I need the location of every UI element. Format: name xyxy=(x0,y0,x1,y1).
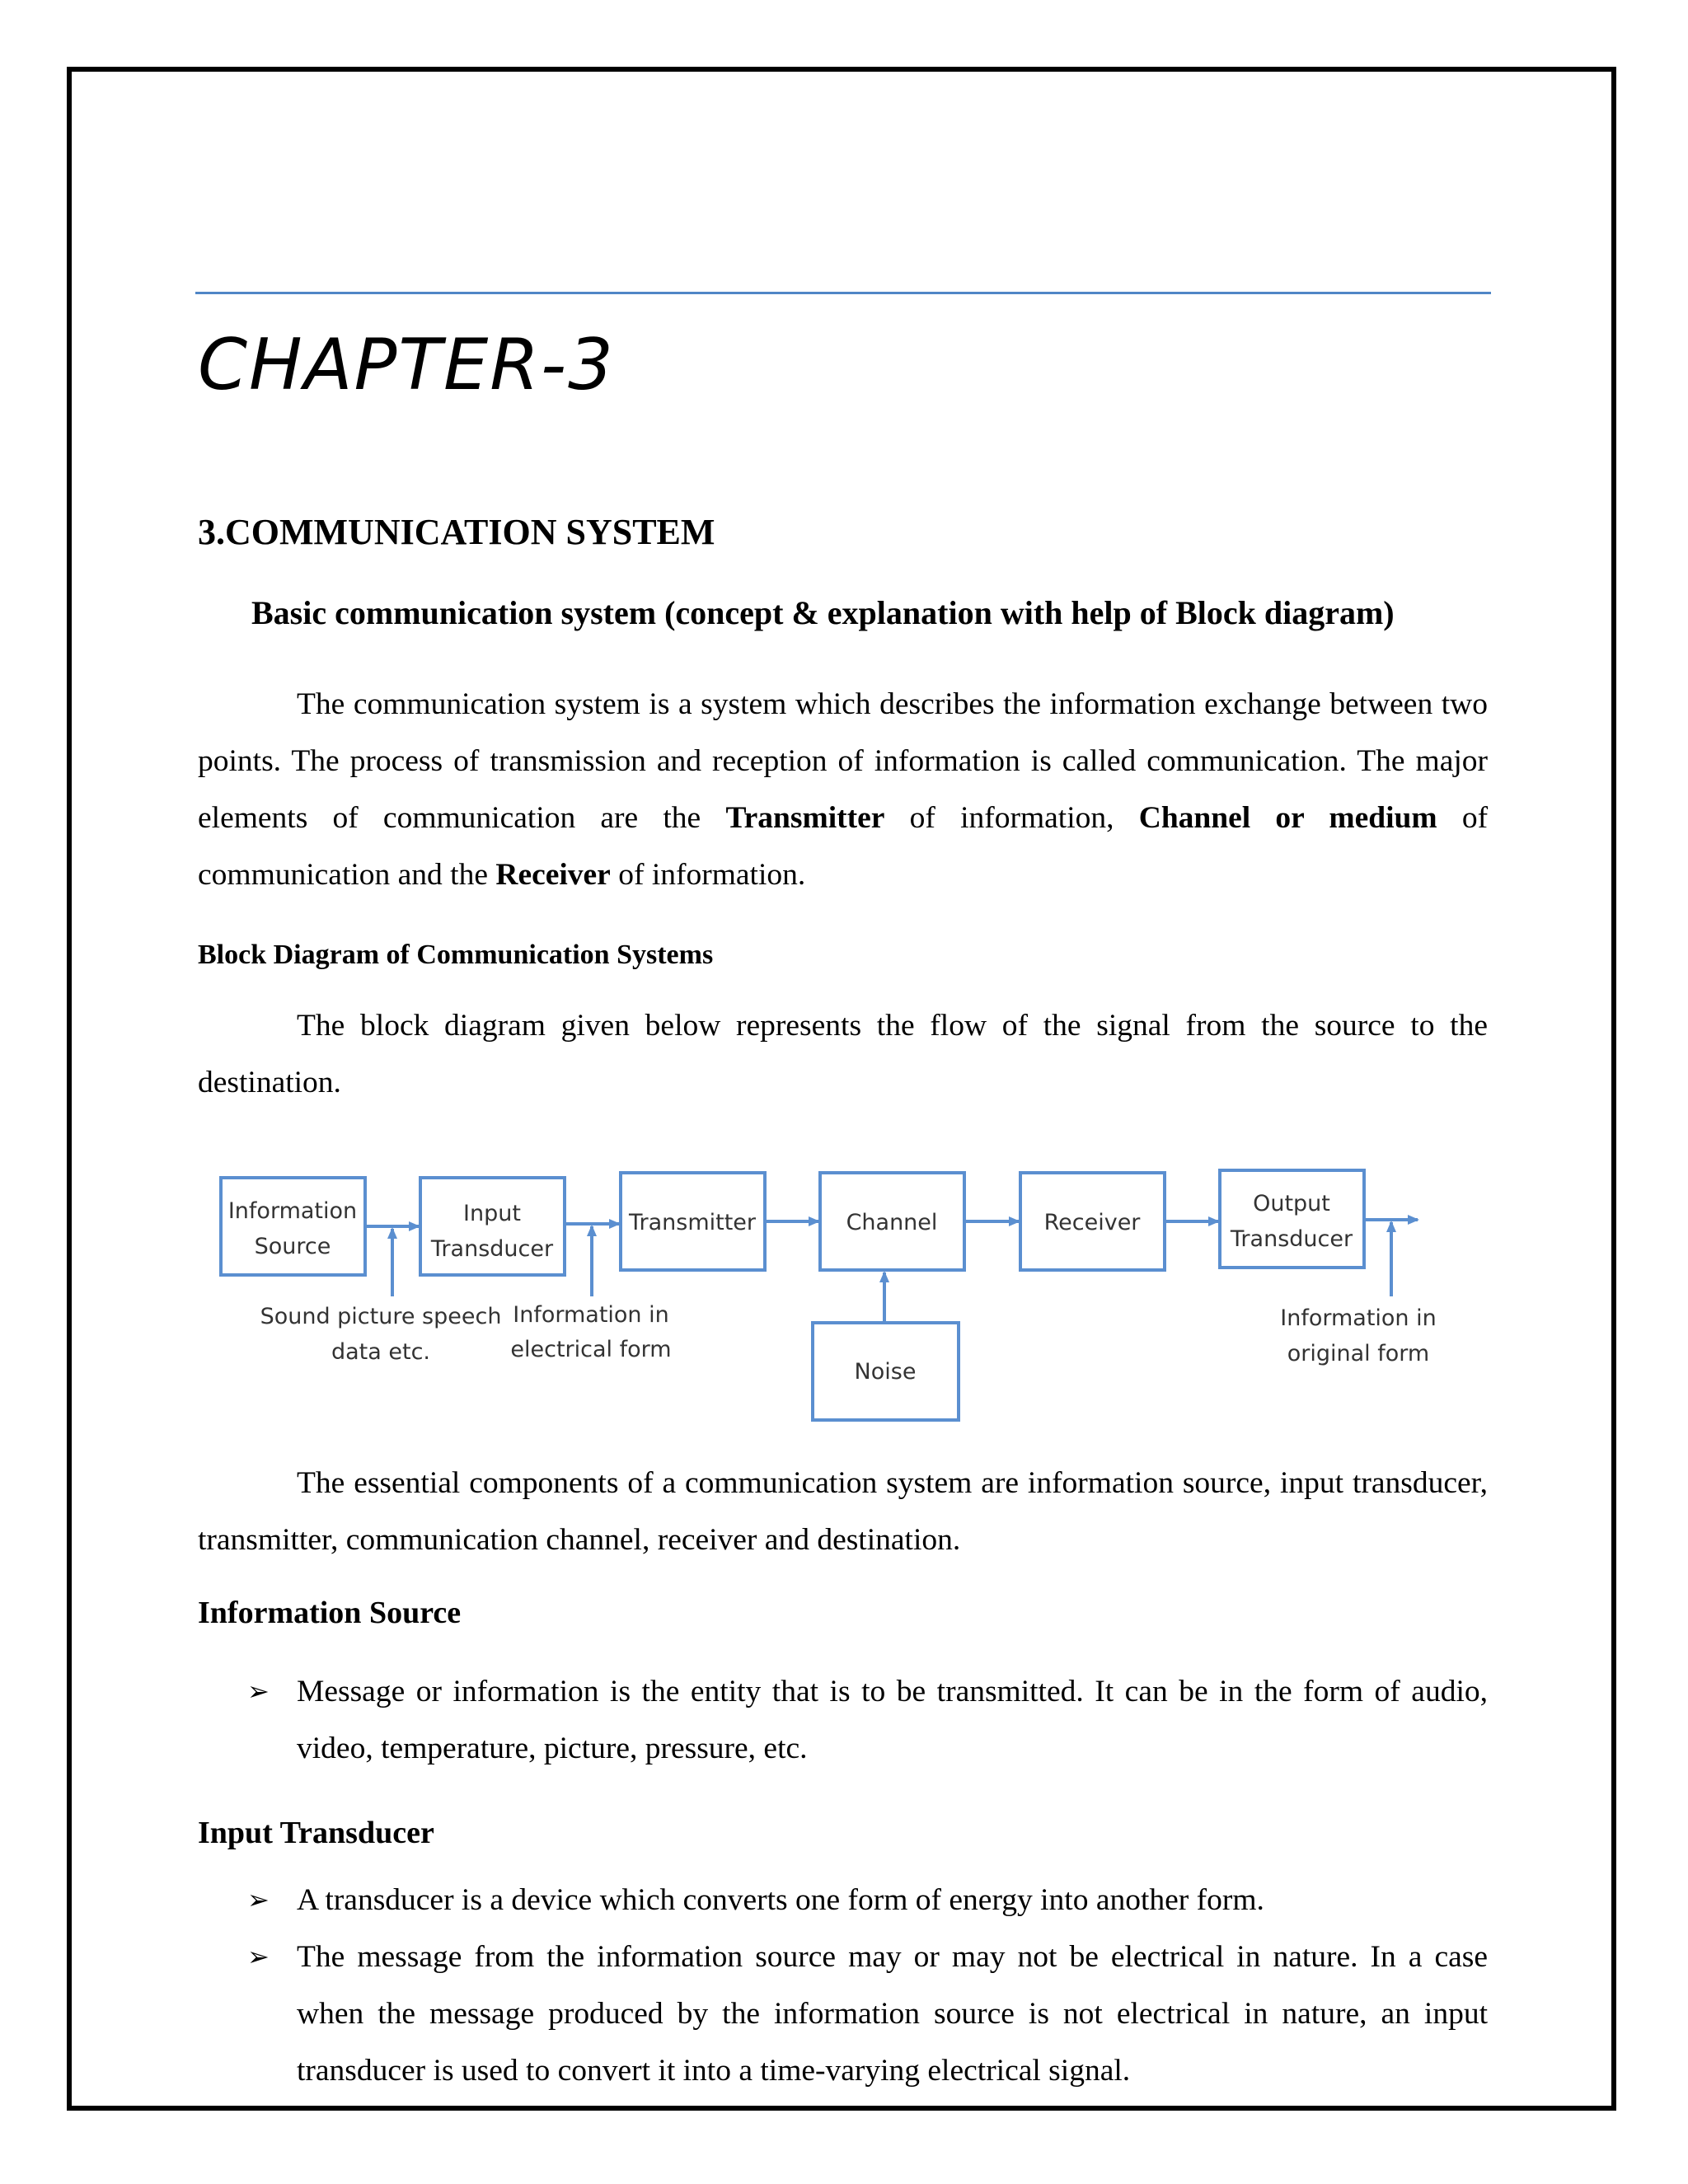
label-output-transducer-2: Transducer xyxy=(1230,1226,1353,1252)
label-sound-2: data etc. xyxy=(331,1339,431,1365)
components-text: The essential components of a communication system are information source, input transducer, transmitter, communication channel, receiver and destination. xyxy=(198,1466,1488,1557)
block-diagram-heading: Block Diagram of Communication Systems xyxy=(198,940,714,970)
label-original-2: original form xyxy=(1287,1341,1430,1366)
label-channel: Channel xyxy=(846,1210,938,1235)
bullet-text: Message or information is the entity that is to be transmitted. It can be in the form of audio, video, temperature, picture, pressure, etc. xyxy=(297,1675,1488,1765)
label-input-transducer-1: Input xyxy=(463,1201,521,1226)
intro-text-3: of communication and the xyxy=(198,801,1489,892)
label-sound-1: Sound picture speech xyxy=(260,1304,502,1329)
label-input-transducer-2: Transducer xyxy=(430,1236,554,1262)
intro-text-4: of information. xyxy=(618,858,806,892)
bullet-text: A transducer is a device which converts one form of energy into another form. xyxy=(297,1883,1264,1917)
intro-channel: Channel or medium xyxy=(1138,801,1437,835)
label-noise: Noise xyxy=(854,1359,917,1385)
arrow-bullet-icon: ➢ xyxy=(247,1884,270,1915)
label-electrical-2: electrical form xyxy=(510,1337,672,1362)
intro-receiver: Receiver xyxy=(495,858,611,892)
list-item xyxy=(198,1872,1488,1929)
block-diagram-intro-text: The block diagram given below represents the flow of the signal from the source to the destination. xyxy=(198,1009,1488,1099)
label-electrical-1: Information in xyxy=(513,1302,669,1328)
label-output-transducer-1: Output xyxy=(1253,1191,1330,1216)
information-source-heading: Information Source xyxy=(198,1596,462,1630)
list-item xyxy=(198,1929,1488,2099)
label-information-source-2: Source xyxy=(254,1234,331,1259)
block-diagram xyxy=(206,1158,1442,1430)
intro-paragraph xyxy=(198,676,1488,903)
information-source-list xyxy=(198,1663,1488,1777)
section-title: 3.COMMUNICATION SYSTEM xyxy=(198,512,715,552)
intro-text-2: of information, xyxy=(909,801,1114,835)
block-diagram-intro xyxy=(198,997,1488,1111)
arrow-bullet-icon: ➢ xyxy=(247,1675,270,1707)
intro-transmitter: Transmitter xyxy=(725,801,885,835)
chapter-heading: CHAPTER-3 xyxy=(198,324,615,406)
header-rule xyxy=(195,292,1491,294)
input-transducer-heading: Input Transducer xyxy=(198,1816,434,1850)
label-transmitter: Transmitter xyxy=(628,1210,757,1235)
block-output-transducer xyxy=(1220,1170,1364,1268)
input-transducer-list xyxy=(198,1872,1488,2099)
list-item xyxy=(198,1663,1488,1777)
bullet-text: The message from the information source may or may not be electrical in nature. In a case when the message produced by the information source is not electrical in nature, an input transducer is used to convert it into a time-varying electrical signal. xyxy=(297,1940,1488,2088)
block-information-source xyxy=(221,1178,365,1275)
components-paragraph xyxy=(198,1455,1488,1568)
label-information-source-1: Information xyxy=(227,1198,358,1224)
label-original-1: Information in xyxy=(1280,1305,1437,1331)
subheading: Basic communication system (concept & explanation with help of Block diagram) xyxy=(251,594,1395,631)
intro-text-1: The communication system is a system which describes the information exchange between two points. The process of transmission and reception of information is called communication. The major elements of communication are the xyxy=(198,687,1488,835)
label-receiver: Receiver xyxy=(1043,1210,1141,1235)
arrow-bullet-icon: ➢ xyxy=(247,1941,270,1972)
